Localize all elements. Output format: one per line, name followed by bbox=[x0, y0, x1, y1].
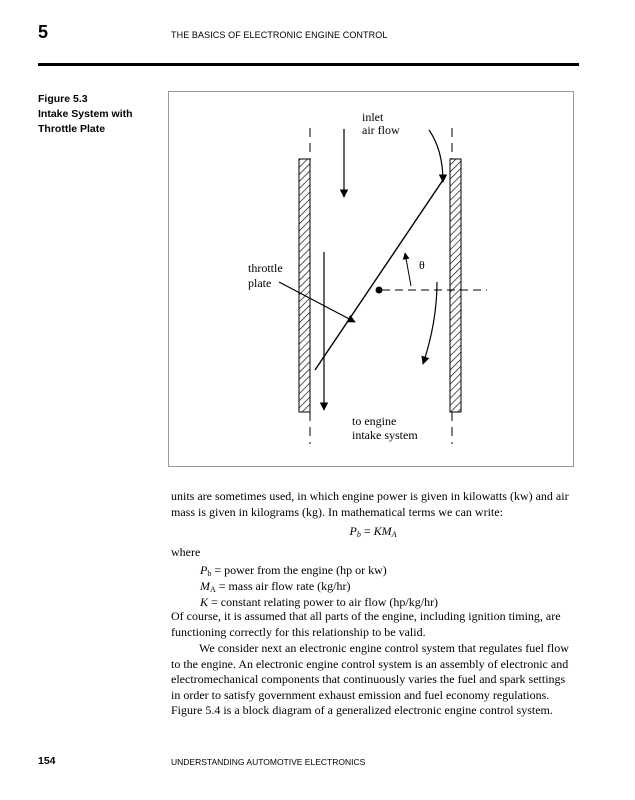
lower-right-flow-arrow bbox=[423, 282, 437, 364]
definition-item bbox=[200, 579, 438, 595]
figure-caption-title-1: Intake System with bbox=[38, 108, 133, 120]
formula bbox=[171, 524, 575, 539]
formula-left: P bbox=[349, 524, 357, 538]
def-symbol-sub: A bbox=[210, 584, 216, 594]
page-number: 154 bbox=[38, 755, 56, 767]
def-symbol: M bbox=[200, 578, 210, 593]
chapter-title: THE BASICS OF ELECTRONIC ENGINE CONTROL bbox=[171, 30, 388, 40]
left-wall bbox=[299, 159, 310, 412]
where-label: where bbox=[171, 545, 201, 559]
throttle-label-2: plate bbox=[248, 276, 272, 290]
def-symbol: K bbox=[200, 594, 209, 609]
throttle-pivot bbox=[376, 287, 383, 294]
upper-right-flow-arrow bbox=[429, 130, 443, 182]
right-wall bbox=[450, 159, 461, 412]
theta-label: θ bbox=[419, 258, 425, 272]
def-symbol: P bbox=[200, 563, 208, 577]
def-text: = constant relating power to air flow (hp/kg/hr) bbox=[208, 594, 439, 609]
paragraph-1: units are sometimes used, in which engine power is given in kilowatts (kw) and air mass is given in kilograms (kg). In mathematical terms we can write: bbox=[171, 489, 569, 519]
throttle-diagram bbox=[169, 92, 575, 468]
engine-label-2: intake system bbox=[352, 428, 418, 442]
footer-book-title: UNDERSTANDING AUTOMOTIVE ELECTRONICS bbox=[171, 757, 366, 767]
paragraph-3: We consider next an electronic engine control system that regulates fuel flow to the engine. An electronic engine control system is an assembly of electronic and electromechanical components that continuously varies the fuel and spark settings in order to satisfy government exhaust emission and fuel economy regulations. Figure 5.4 is a block diagram of a generalized electronic engine control system. bbox=[171, 641, 569, 718]
formula-left-sub: b bbox=[356, 530, 361, 539]
chapter-number: 5 bbox=[38, 22, 49, 42]
inlet-label-2: air flow bbox=[362, 123, 400, 137]
definition-item bbox=[200, 563, 438, 579]
figure-box bbox=[168, 91, 574, 467]
throttle-label-pointer bbox=[279, 282, 355, 322]
paragraph-2: Of course, it is assumed that all parts of the engine, including ignition timing, are functioning correctly for this relationship to be valid. bbox=[171, 609, 561, 639]
def-text: = power from the engine (hp or kw) bbox=[211, 563, 387, 577]
figure-caption-number: Figure 5.3 bbox=[38, 93, 88, 105]
formula-right: KM bbox=[373, 524, 392, 538]
throttle-label-1: throttle bbox=[248, 261, 283, 275]
formula-equals: = bbox=[360, 524, 374, 538]
throttle-plate bbox=[315, 177, 445, 370]
def-symbol-sub: b bbox=[207, 569, 212, 578]
header-rule bbox=[38, 63, 579, 66]
angle-arrow bbox=[405, 253, 411, 286]
inlet-label-1: inlet bbox=[362, 110, 384, 124]
formula-right-sub: A bbox=[391, 530, 397, 539]
figure-caption-title-2: Throttle Plate bbox=[38, 123, 106, 135]
definitions-list bbox=[200, 563, 438, 610]
figure-caption bbox=[38, 92, 163, 137]
engine-label-1: to engine bbox=[352, 414, 397, 428]
def-text: = mass air flow rate (kg/hr) bbox=[215, 578, 351, 593]
